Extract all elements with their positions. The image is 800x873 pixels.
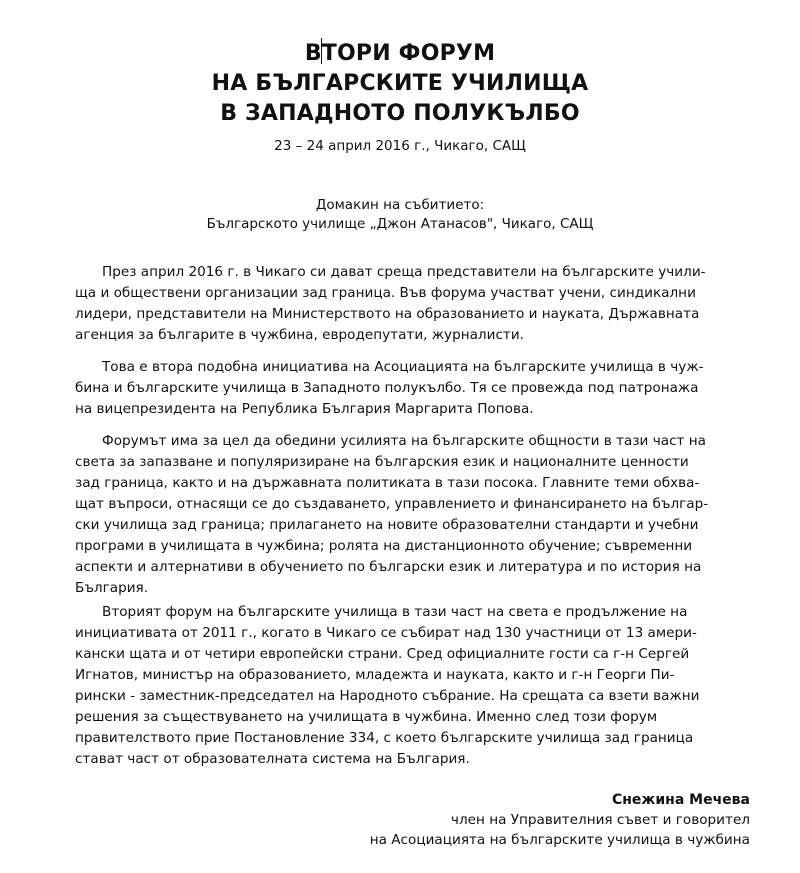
- paragraph-line: аспекти и алтернативи в обучението по български език и литература и по история на: [75, 559, 702, 575]
- paragraph-line: лидери, представители на Министерството на образованието и науката, Държавната: [75, 306, 700, 322]
- paragraph-line: агенция за българите в чужбина, евродепутати, журналисти.: [75, 327, 525, 343]
- paragraph-line: ща и обществени организации зад граница. Във форума участват учени, синдикални: [75, 285, 696, 301]
- host-value: Българското училище „Джон Атанасов", Чикаго, САЩ: [206, 216, 594, 232]
- title-line-3: В ЗАПАДНОТО ПОЛУКЪЛБО: [220, 101, 580, 126]
- event-host: [0, 196, 800, 234]
- signature-role-1: член на Управителния съвет и говорител: [450, 812, 750, 828]
- paragraph-1: [75, 262, 725, 346]
- paragraph-line: През април 2016 г. в Чикаго си дават среща представители на българските учили-: [102, 264, 706, 280]
- paragraph-line: ски училища зад граница; прилагането на новите образователни стандарти и учебни: [75, 517, 699, 533]
- paragraph-line: света за запазване и популяризиране на българския език и националните ценности: [75, 454, 689, 470]
- paragraph-line: Игнатов, министър на образованието, младежта и науката, както и г-н Георги Пи-: [75, 667, 675, 683]
- paragraph-line: щат въпроси, отнасящи се до създаването, управлението и финансирането на българ-: [75, 496, 709, 512]
- paragraph-3: [75, 431, 725, 599]
- paragraph-line: бина и българските училища в Западното полукълбо. Тя се провежда под патронажа: [75, 380, 699, 396]
- paragraph-line: зад граница, както и на държавната политиката в тази посока. Главните теми обхва-: [75, 475, 700, 491]
- paragraph-line: на вицепрезидента на Република България Маргарита Попова.: [75, 401, 534, 417]
- paragraph-line: рински - заместник-председател на Народното събрание. На срещата са взети важни: [75, 688, 700, 704]
- paragraph-line: Вторият форум на българските училища в тази част на света е продължение на: [102, 604, 688, 620]
- paragraph-line: България.: [75, 580, 149, 596]
- paragraph-line: кански щата и от четири европейски страни. Сред официалните гости са г-н Сергей: [75, 646, 690, 662]
- signature-name: Снежина Мечева: [611, 792, 750, 808]
- paragraph-line: Форумът има за цел да обедини усилията на българските общности в тази част на: [102, 433, 707, 449]
- event-date-location: 23 – 24 април 2016 г., Чикаго, САЩ: [274, 138, 526, 154]
- signature-role-2: на Асоциацията на българските училища в чужбина: [369, 832, 750, 848]
- paragraph-line: Това е втора подобна инициатива на Асоциацията на българските училища в чуж-: [102, 359, 704, 375]
- document-title: [0, 38, 800, 129]
- title-line-1-start: В: [304, 41, 322, 66]
- host-label: Домакин на събитието:: [315, 197, 485, 213]
- paragraph-line: решения за съществуването на училищата в чужбина. Именно след този форум: [75, 709, 658, 725]
- paragraph-line: стават част от образователната система на България.: [75, 751, 470, 767]
- paragraph-4: [75, 602, 725, 770]
- paragraph-line: програми в училищата в чужбина; ролята на дистанционното обучение; съвременни: [75, 538, 693, 554]
- signature-block: [370, 790, 750, 850]
- title-line-1-rest: ТОРИ ФОРУМ: [321, 41, 496, 66]
- title-line-2: НА БЪЛГАРСКИТЕ УЧИЛИЩА: [211, 71, 589, 96]
- paragraph-2: [75, 357, 725, 420]
- title-line-1: [0, 38, 800, 69]
- paragraph-line: правителството прие Постановление 334, с което българските училища зад граница: [75, 730, 694, 746]
- paragraph-line: инициативата от 2011 г., когато в Чикаго се събират над 130 участници от 13 амери-: [75, 625, 697, 641]
